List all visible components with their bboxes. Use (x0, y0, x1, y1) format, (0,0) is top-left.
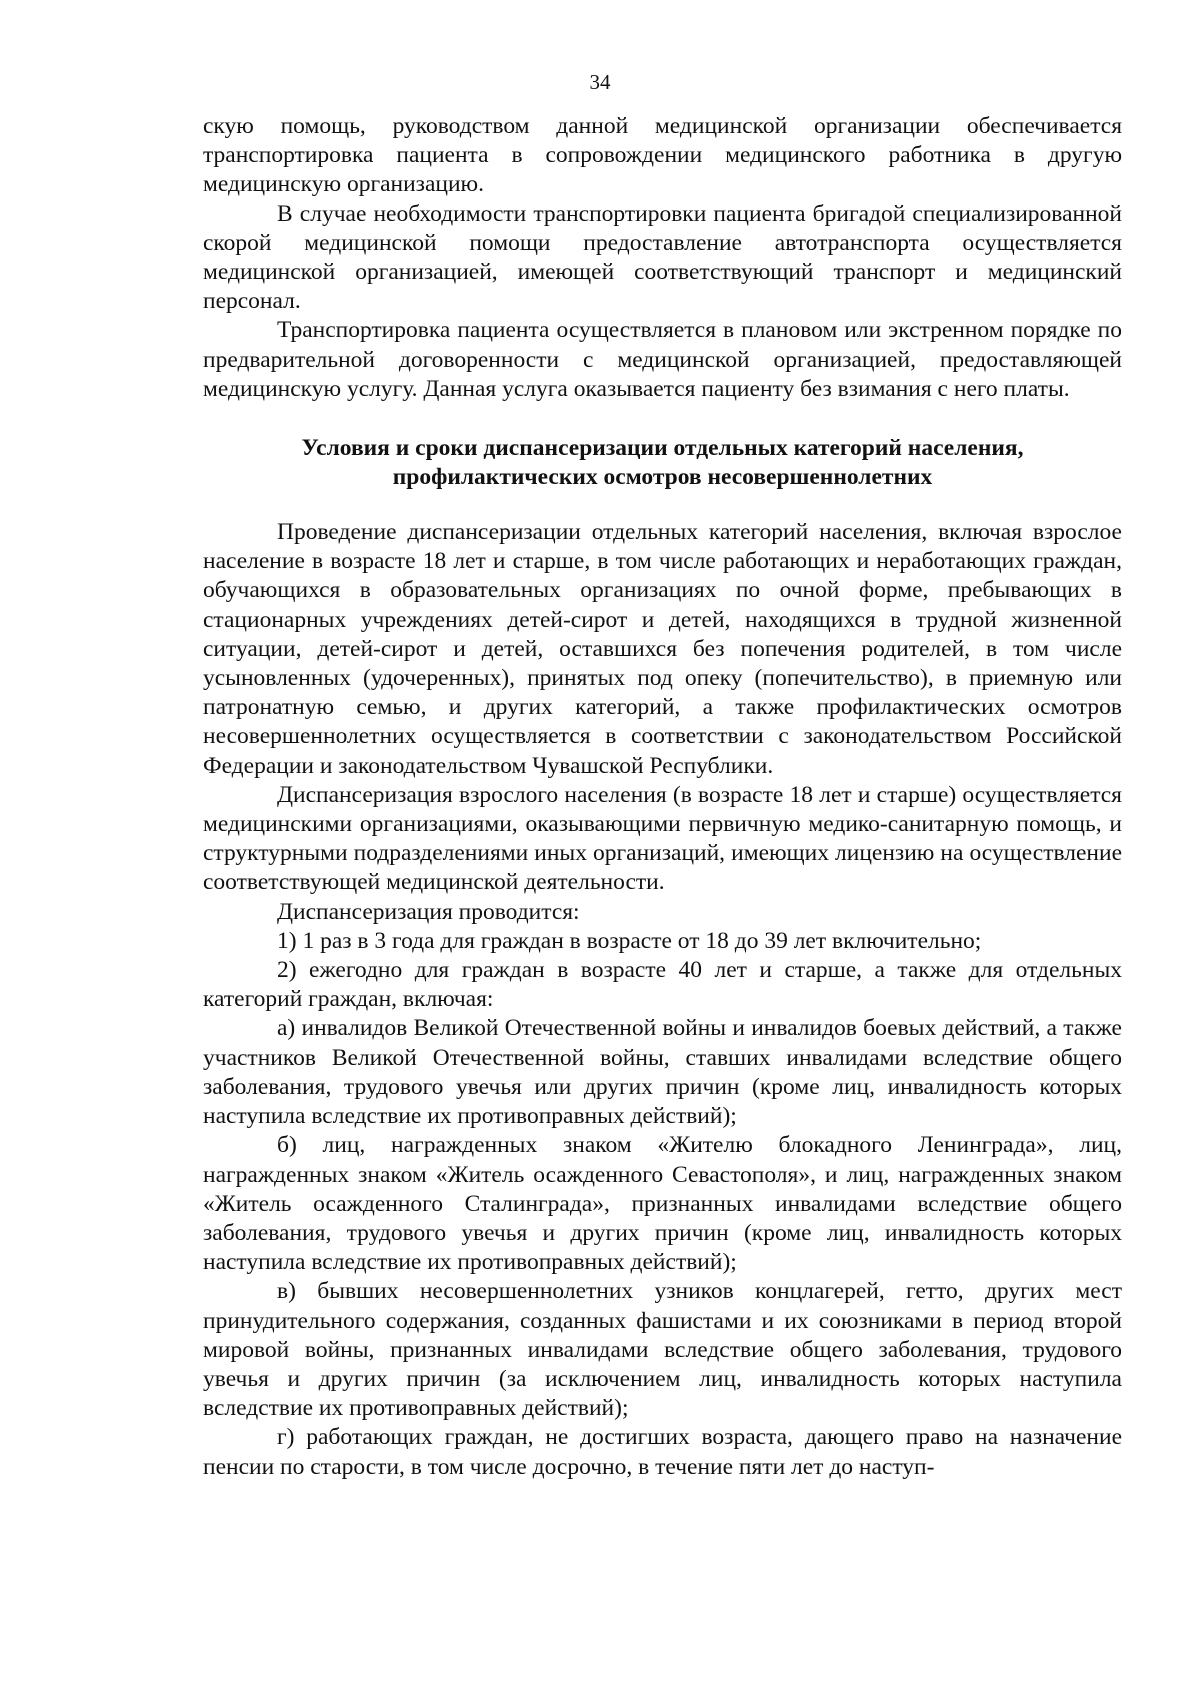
section-heading (203, 434, 1122, 492)
paragraph-transport-brigade: В случае необходимости транспортировки пациента бригадой специализированной скорой медицинской помощи предоставление автотранспорта осуществляется медицинской организацией, имеющей соответствующий транспорт и медицинский персонал. (203, 200, 1122, 315)
paragraph-dispensary-adults: Диспансеризация взрослого населения (в возрасте 18 лет и старше) осуществляется медицинскими организациями, оказывающими первичную медико-санитарную помощь, и структурными подразделениями иных организаций, имеющих лицензию на осуществление соответствующей медицинской деятельности. (203, 781, 1122, 896)
list-item-b: б) лиц, награжденных знаком «Жителю блокадного Ленинграда», лиц, награжденных знаком «Житель осажденного Севастополя», и лиц, награжденных знаком «Житель осажденного Сталинграда», признанных инвалидами вследствие общего заболевания, трудового увечья и других причин (кроме лиц, инвалидность которых наступила вследствие их противоправных действий); (203, 1132, 1122, 1276)
list-item-a: а) инвалидов Великой Отечественной войны и инвалидов боевых действий, а также участников Великой Отечественной войны, ставших инвалидами вследствие общего заболевания, трудового увечья или других причин (кроме лиц, инвалидность которых наступила вследствие их противоправных действий); (203, 1015, 1122, 1130)
paragraph-dispensary-conducted: Диспансеризация проводится: (277, 898, 580, 925)
list-item-v: в) бывших несовершеннолетних узников концлагерей, гетто, других мест принудительного содержания, созданных фашистами и их союзниками в период второй мировой войны, признанных инвалидами вследствие общего заболевания, трудового увечья и других причин (за исключением лиц, инвалидность которых наступила вследствие их противоправных действий); (203, 1278, 1122, 1422)
paragraph-continuation: скую помощь, руководством данной медицинской организации обеспечивается транспортировка пациента в сопровождении медицинского работника в другую медицинскую организацию. (203, 113, 1122, 198)
list-item-g: г) работающих граждан, не достигших возраста, дающего право на назначение пенсии по старости, в том числе досрочно, в течение пяти лет до наступ- (203, 1424, 1122, 1480)
page-number: 34 (589, 70, 611, 94)
paragraph-dispensary-general: Проведение диспансеризации отдельных категорий населения, включая взрослое население в возрасте 18 лет и старше, в том числе работающих и неработающих граждан, обучающихся в образовательных организациях по очной форме, пребывающих в стационарных учреждениях детей-сирот и детей, находящихся в трудной жизненной ситуации, детей-сирот и детей, оставшихся без попечения родителей, в том числе усыновленных (удочеренных), принятых под опеку (попечительство), в приемную или патронатную семью, и других категорий, а также профилактических осмотров несовершеннолетних осуществляется в соответствии с законодательством Российской Федерации и законодательством Чувашской Республики. (203, 519, 1122, 779)
list-item-2: 2) ежегодно для граждан в возрасте 40 лет и старше, а также для отдельных категорий граждан, включая: (203, 957, 1122, 1013)
section-heading-line-2: профилактических осмотров несовершеннолетних (392, 464, 933, 491)
list-item-1: 1) 1 раз в 3 года для граждан в возрасте от 18 до 39 лет включительно; (277, 927, 982, 954)
section-heading-line-1: Условия и сроки диспансеризации отдельных категорий населения, (301, 435, 1024, 462)
paragraph-transport-order: Транспортировка пациента осуществляется в плановом или экстренном порядке по предварительной договоренности с медицинской организацией, предоставляющей медицинскую услугу. Данная услуга оказывается пациенту без взимания с него платы. (203, 317, 1122, 402)
document-body (203, 112, 1122, 1482)
